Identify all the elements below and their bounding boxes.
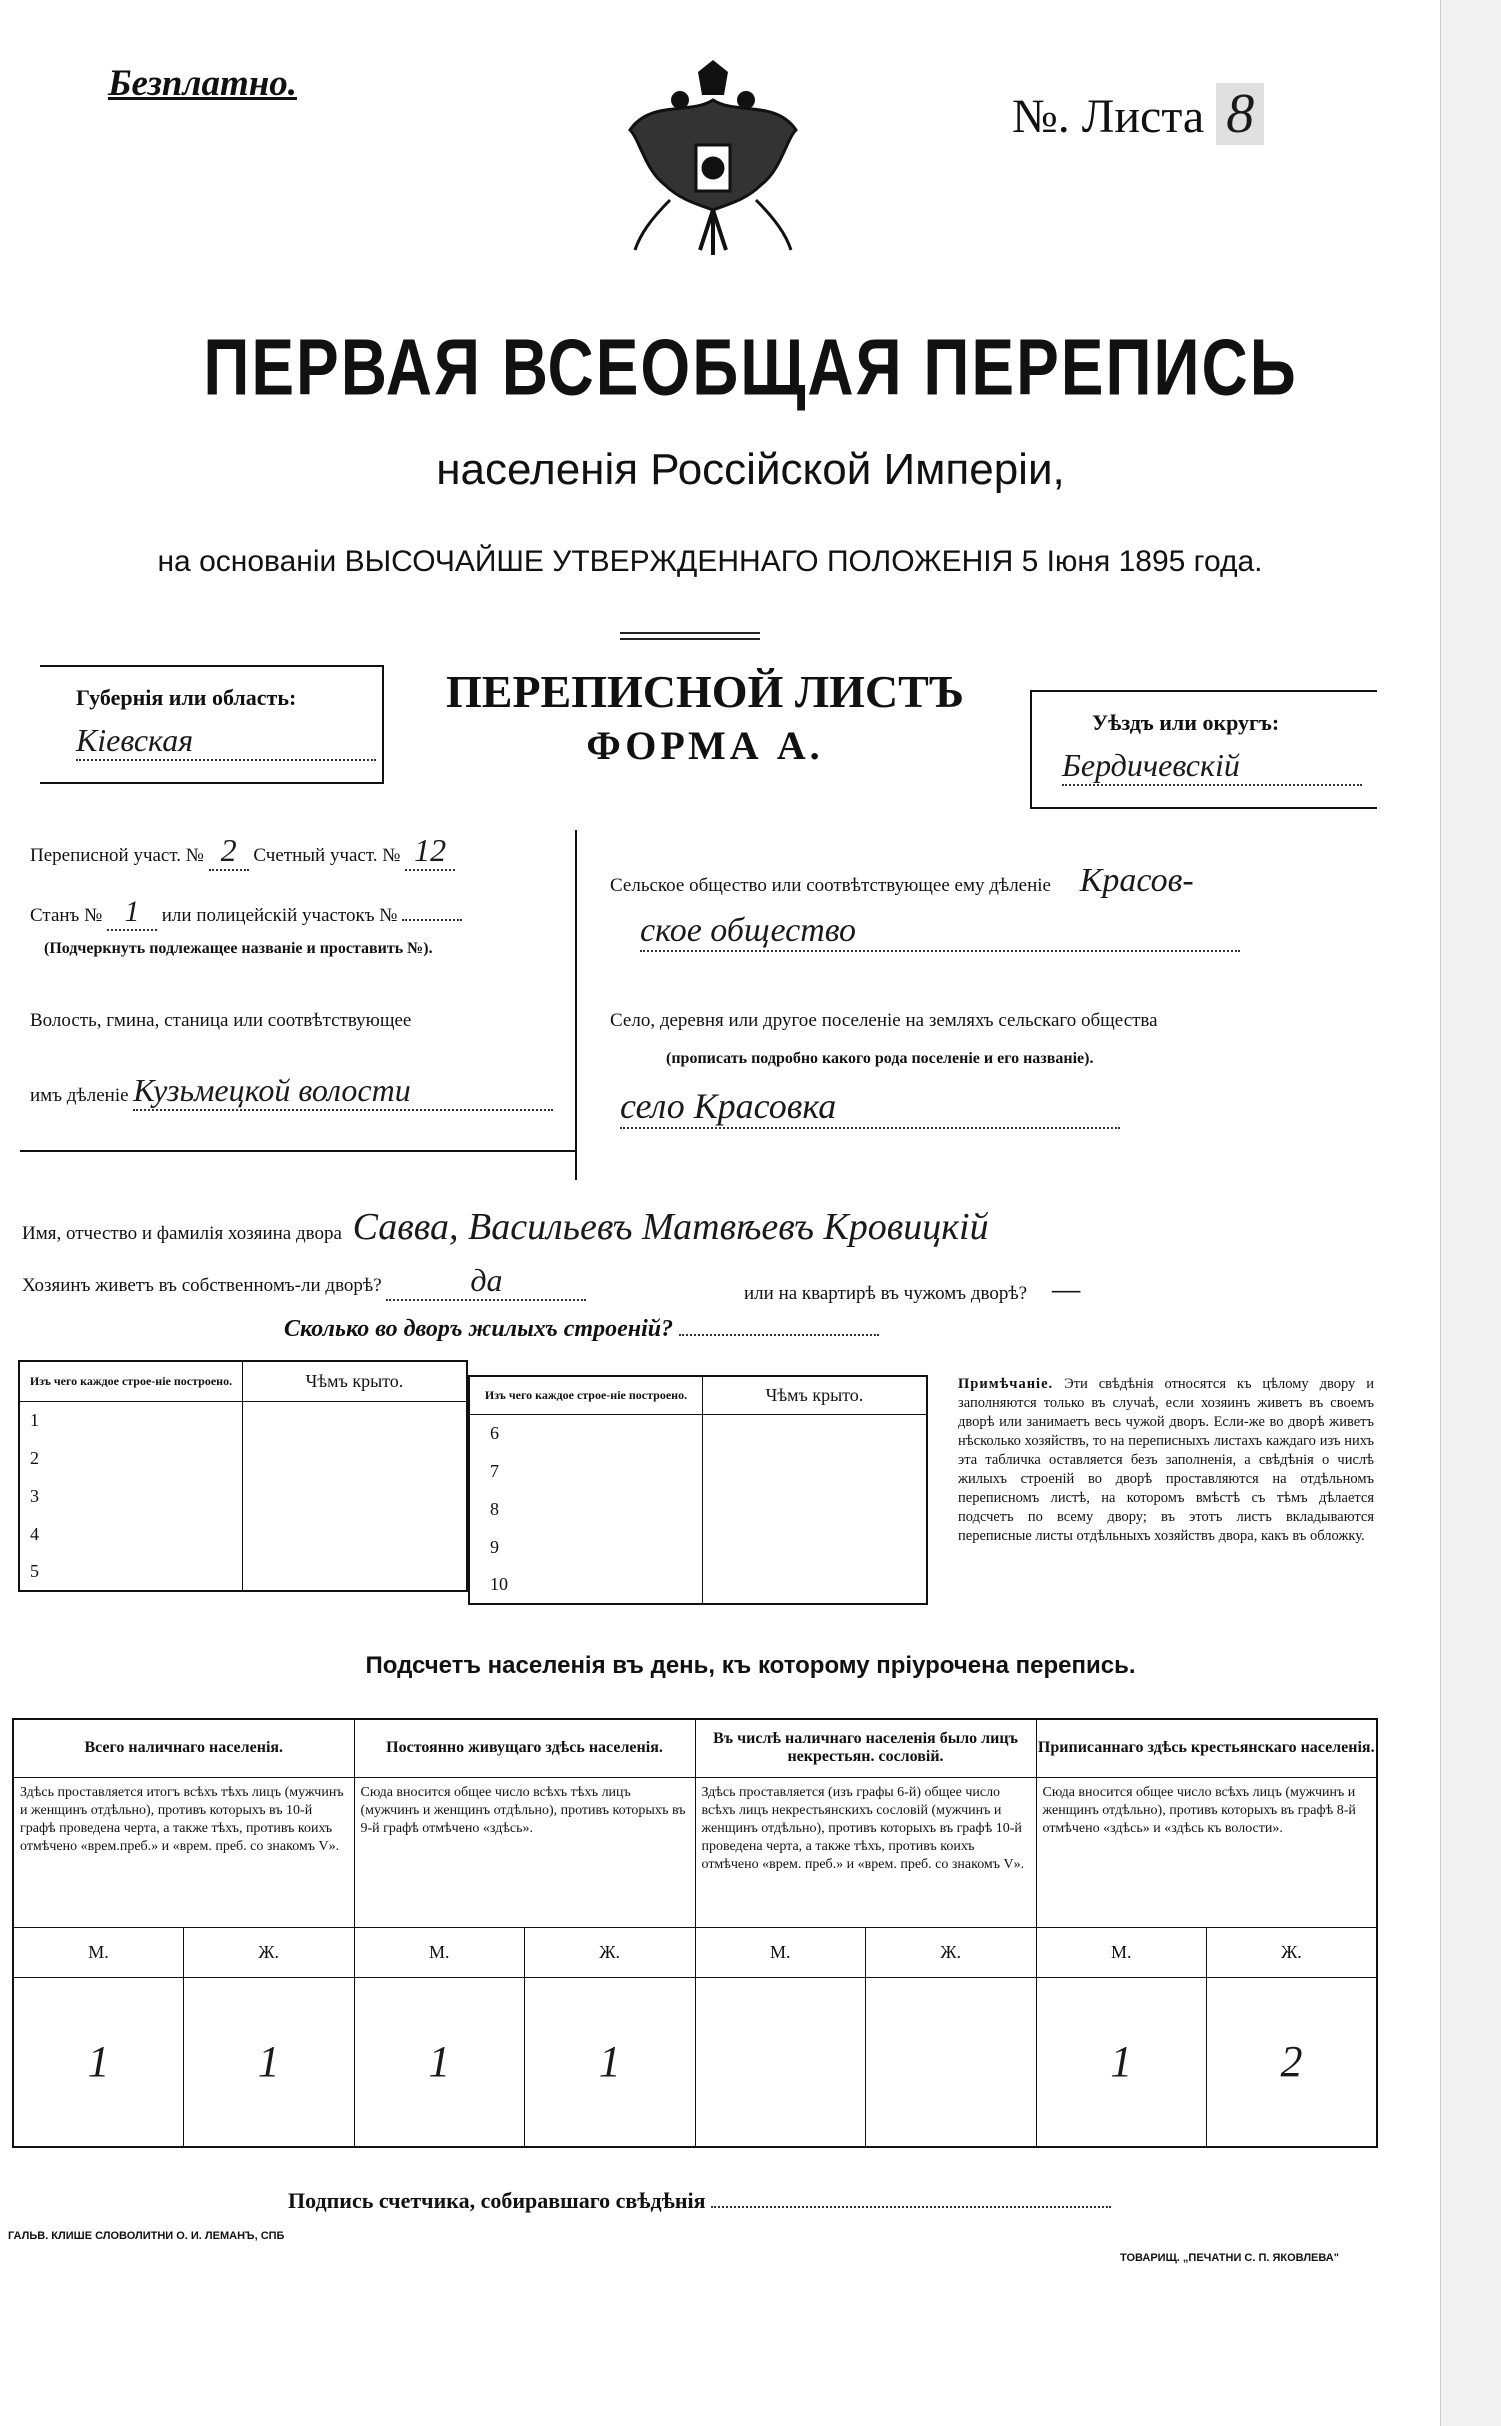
note-text: Эти свѣдѣнія относятся къ цѣлому двору и заполняются только въ случаѣ, если хозяинъ живетъ въ своемъ дворѣ или занимаетъ весь чужой дворъ. Если-же во дворѣ живетъ нѣсколько хозяйствъ, то на переписныхъ листахъ каждаго изъ нихъ эта табличка оставляется безъ заполненія, а свѣдѣнія о числѣ жилыхъ строеній во дворѣ проставляются на отдѣльномъ переписномъ листѣ, на которомъ вмѣстѣ съ тѣмъ дѣлается подсчетъ по всему двору; въ этотъ листъ вкладываются переписные листы отдѣльныхъ хозяйствъ двора, какъ въ обложку. bbox=[958, 1376, 1374, 1544]
society-line bbox=[610, 862, 1194, 900]
census-district-label: Переписной участ. № bbox=[30, 845, 204, 866]
population-heading: Подсчетъ населенія въ день, къ которому пріурочена перепись. bbox=[365, 1652, 1136, 1679]
buildings-table-right bbox=[468, 1375, 928, 1605]
female-count: 2 bbox=[1207, 1977, 1378, 2147]
volost-line bbox=[30, 1072, 553, 1111]
police-label: или полицейскій участокъ № bbox=[161, 905, 398, 926]
buildings-right-rows bbox=[469, 1414, 927, 1604]
table-row: 8 bbox=[469, 1490, 703, 1528]
female-header: Ж. bbox=[184, 1927, 355, 1977]
buildings-left-rows bbox=[19, 1401, 467, 1591]
ornament-divider bbox=[620, 632, 760, 640]
material-header-2: Изъ чего каждое строе-ніе построено. bbox=[469, 1376, 703, 1414]
village-label: Село, деревня или другое поселеніе на земляхъ сельскаго общества bbox=[610, 1010, 1158, 1031]
free-label: Безплатно. bbox=[108, 63, 298, 104]
rent-value: — bbox=[1051, 1270, 1081, 1306]
table-row: 6 bbox=[469, 1414, 703, 1452]
female-header: Ж. bbox=[866, 1927, 1037, 1977]
male-header: М. bbox=[13, 1927, 184, 1977]
population-table bbox=[12, 1718, 1378, 2148]
sheet-number-label: №. Листа bbox=[1012, 90, 1205, 143]
society-label: Сельское общество или соотвѣтствующее ему дѣленіе bbox=[610, 875, 1051, 896]
guberniya-box bbox=[40, 665, 384, 784]
table-row: 7 bbox=[469, 1452, 703, 1490]
signature-label: Подпись счетчика, собиравшаго свѣдѣнія bbox=[288, 2188, 706, 2213]
society-value-1: Красов- bbox=[1079, 862, 1194, 899]
female-header: Ж. bbox=[1207, 1927, 1378, 1977]
own-yard-value: да bbox=[386, 1262, 586, 1301]
form-type: ФОРМА А. bbox=[586, 723, 824, 768]
buildings-table-left bbox=[18, 1360, 468, 1592]
subtitle: населенія Россійской Имперіи, bbox=[436, 445, 1065, 494]
male-count: 1 bbox=[1036, 1977, 1207, 2147]
count-district-label: Счетный участ. № bbox=[253, 845, 401, 866]
col-desc-1: Здѣсь проставляется итогъ всѣхъ тѣхъ лицъ (мужчинъ и женщинъ отдѣльно), противъ которыхъ въ 10-й графѣ проведена черта, а также тѣхъ, противъ коихъ отмѣчено «врем.преб.» и «врем. преб. со знакомъ V». bbox=[13, 1777, 354, 1927]
col-desc-4: Сюда вносится общее число всѣхъ лицъ (мужчинъ и женщинъ отдѣльно), противъ которыхъ въ графѣ 8-й отмѣчено «здѣсь» и «здѣсь къ волости». bbox=[1036, 1777, 1377, 1927]
signature-field bbox=[711, 2188, 1111, 2208]
male-count bbox=[695, 1977, 866, 2147]
count-district-value: 12 bbox=[405, 832, 455, 871]
col-head-4: Приписаннаго здѣсь крестьянскаго населенія. bbox=[1036, 1719, 1377, 1777]
female-count: 1 bbox=[525, 1977, 696, 2147]
police-value bbox=[402, 899, 462, 921]
material-header: Изъ чего каждое строе-ніе построено. bbox=[19, 1361, 243, 1401]
buildings-note bbox=[958, 1375, 1374, 1546]
signature-line bbox=[288, 2188, 1111, 2214]
rent-line bbox=[744, 1270, 1080, 1307]
female-header: Ж. bbox=[525, 1927, 696, 1977]
printer-right: ТОВАРИЩ. „ПЕЧАТНИ С. П. ЯКОВЛЕВА" bbox=[1120, 2252, 1339, 2264]
village-value: село Красовка bbox=[620, 1085, 1120, 1129]
uezd-value: Бердичевскій bbox=[1062, 747, 1362, 786]
female-count bbox=[866, 1977, 1037, 2147]
society-value-2: ское общество bbox=[640, 912, 1240, 952]
volost-value: Кузьмецкой волости bbox=[133, 1072, 553, 1111]
census-district-line bbox=[30, 832, 455, 871]
main-title: ПЕРВАЯ ВСЕОБЩАЯ ПЕРЕПИСЬ bbox=[203, 322, 1298, 412]
guberniya-label: Губернія или область: bbox=[76, 685, 297, 710]
male-header: М. bbox=[1036, 1927, 1207, 1977]
male-count: 1 bbox=[354, 1977, 525, 2147]
table-row: 2 bbox=[19, 1439, 243, 1477]
guberniya-value: Кіевская bbox=[76, 722, 376, 761]
left-block-bottom-line bbox=[20, 1150, 575, 1152]
double-headed-eagle-emblem bbox=[610, 60, 816, 260]
col-head-1: Всего наличнаго населенія. bbox=[13, 1719, 354, 1777]
male-header: М. bbox=[354, 1927, 525, 1977]
roof-header: Чѣмъ крыто. bbox=[243, 1361, 468, 1401]
note-head: Примѣчаніе. bbox=[958, 1376, 1054, 1392]
own-yard-line bbox=[22, 1262, 586, 1301]
buildings-line bbox=[284, 1316, 879, 1343]
col-desc-3: Здѣсь проставляется (изъ графы 6-й) общее число всѣхъ лицъ некрестьянскихъ сословій (мужчинъ и женщинъ отдѣльно), противъ которыхъ въ графѣ 10-й проведена черта, а также тѣхъ, противъ коихъ отмѣчено «врем. преб.» и «врем. преб. со знакомъ V». bbox=[695, 1777, 1036, 1927]
sheet-number bbox=[1012, 82, 1264, 146]
rent-label: или на квартирѣ въ чужомъ дворѣ? bbox=[744, 1283, 1028, 1304]
uezd-box bbox=[1030, 690, 1377, 809]
stan-line bbox=[30, 895, 462, 931]
table-row: 10 bbox=[469, 1566, 703, 1604]
table-row: 9 bbox=[469, 1528, 703, 1566]
table-row: 5 bbox=[19, 1553, 243, 1591]
buildings-value bbox=[679, 1316, 879, 1336]
table-row: 1 bbox=[19, 1401, 243, 1439]
underline-note: (Подчеркнуть подлежащее названіе и проставить №). bbox=[44, 940, 433, 957]
owner-name-line bbox=[22, 1205, 989, 1249]
stan-label: Станъ № bbox=[30, 905, 103, 926]
table-row: 3 bbox=[19, 1477, 243, 1515]
sheet-number-value: 8 bbox=[1216, 83, 1264, 145]
legal-basis: на основаніи ВЫСОЧАЙШЕ УТВЕРЖДЕННАГО ПОЛОЖЕНІЯ 5 Іюня 1895 года. bbox=[157, 545, 1263, 578]
table-row: 4 bbox=[19, 1515, 243, 1553]
form-title-box bbox=[390, 665, 1020, 785]
left-block-divider bbox=[575, 830, 577, 1180]
volost-label-1: Волость, гмина, станица или соотвѣтствующее bbox=[30, 1010, 412, 1031]
female-count: 1 bbox=[184, 1977, 355, 2147]
village-note: (прописать подробно какого рода поселеніе и его названіе). bbox=[666, 1050, 1094, 1067]
printer-left: ГАЛЬВ. КЛИШЕ СЛОВОЛИТНИ О. И. ЛЕМАНЪ, СПБ bbox=[8, 2230, 285, 2242]
col-desc-2: Сюда вносится общее число всѣхъ тѣхъ лицъ (мужчинъ и женщинъ отдѣльно), противъ которыхъ въ 9-й графѣ отмѣчено «здѣсь». bbox=[354, 1777, 695, 1927]
col-head-2: Постоянно живущаго здѣсь населенія. bbox=[354, 1719, 695, 1777]
form-name: ПЕРЕПИСНОЙ ЛИСТЪ bbox=[445, 666, 965, 717]
own-yard-label: Хозяинъ живетъ въ собственномъ-ли дворѣ? bbox=[22, 1275, 382, 1296]
owner-name-label: Имя, отчество и фамилія хозяина двора bbox=[22, 1223, 342, 1244]
col-head-3: Въ числѣ наличнаго населенія было лицъ некрестьян. сословій. bbox=[695, 1719, 1036, 1777]
male-count: 1 bbox=[13, 1977, 184, 2147]
owner-name-value: Савва, Васильевъ Матвѣевъ Кровицкій bbox=[352, 1206, 989, 1248]
buildings-label: Сколько во дворъ жилыхъ строеній? bbox=[284, 1316, 674, 1342]
stan-value: 1 bbox=[107, 895, 157, 931]
census-district-value: 2 bbox=[209, 832, 249, 871]
roof-header-2: Чѣмъ крыто. bbox=[703, 1376, 928, 1414]
uezd-label: Уѣздъ или округъ: bbox=[1092, 710, 1280, 735]
male-header: М. bbox=[695, 1927, 866, 1977]
volost-label-2: имъ дѣленіе bbox=[30, 1085, 129, 1106]
